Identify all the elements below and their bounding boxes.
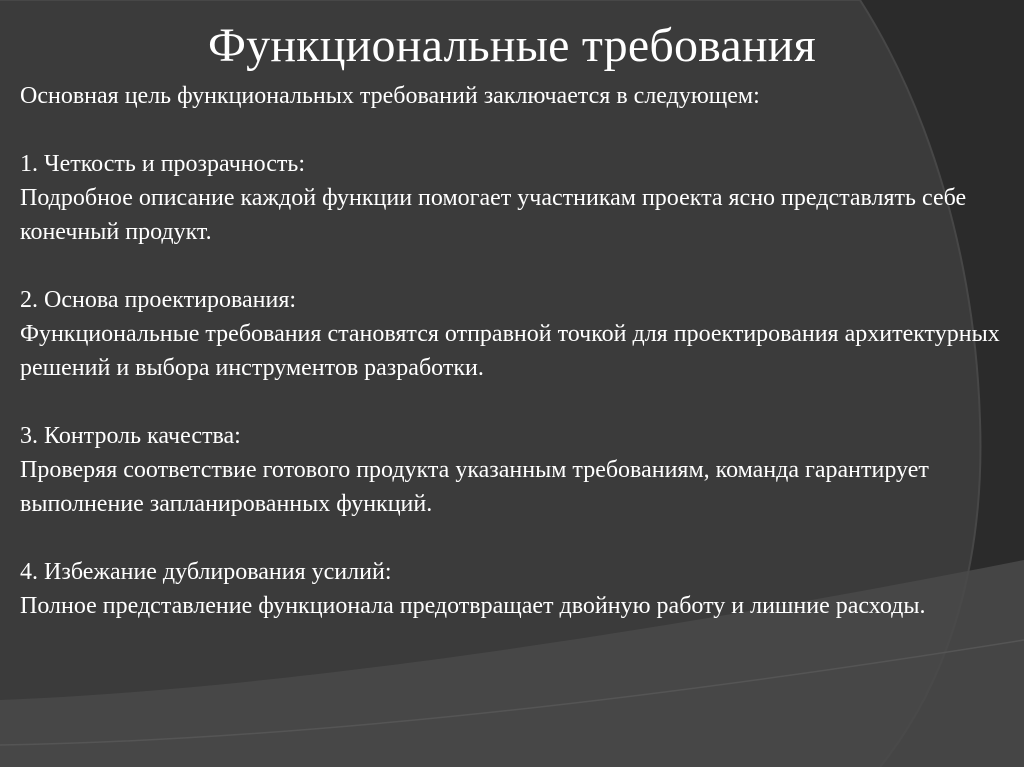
item-body: Функциональные требования становятся отправной точкой для проектирования архитектурных решений и выбора инструментов разработки. — [20, 321, 1000, 381]
item-body: Проверяя соответствие готового продукта указанным требованиям, команда гарантирует выполнение запланированных функций. — [20, 457, 929, 517]
slide-content — [20, 79, 1005, 623]
item-body: Подробное описание каждой функции помогает участникам проекта ясно представлять себе конечный продукт. — [20, 185, 967, 245]
item-heading: 1. Четкость и прозрачность: — [20, 151, 305, 177]
list-item — [20, 147, 1005, 249]
item-heading: 3. Контроль качества: — [20, 423, 241, 449]
item-heading: 4. Избежание дублирования усилий: — [20, 559, 392, 585]
list-item — [20, 555, 1005, 623]
item-heading: 2. Основа проектирования: — [20, 287, 297, 313]
list-item — [20, 283, 1005, 385]
item-body: Полное представление функционала предотвращает двойную работу и лишние расходы. — [20, 593, 926, 619]
slide-title: Функциональные требования — [208, 19, 816, 72]
list-item — [20, 419, 1005, 521]
intro-text: Основная цель функциональных требований заключается в следующем: — [20, 83, 760, 109]
